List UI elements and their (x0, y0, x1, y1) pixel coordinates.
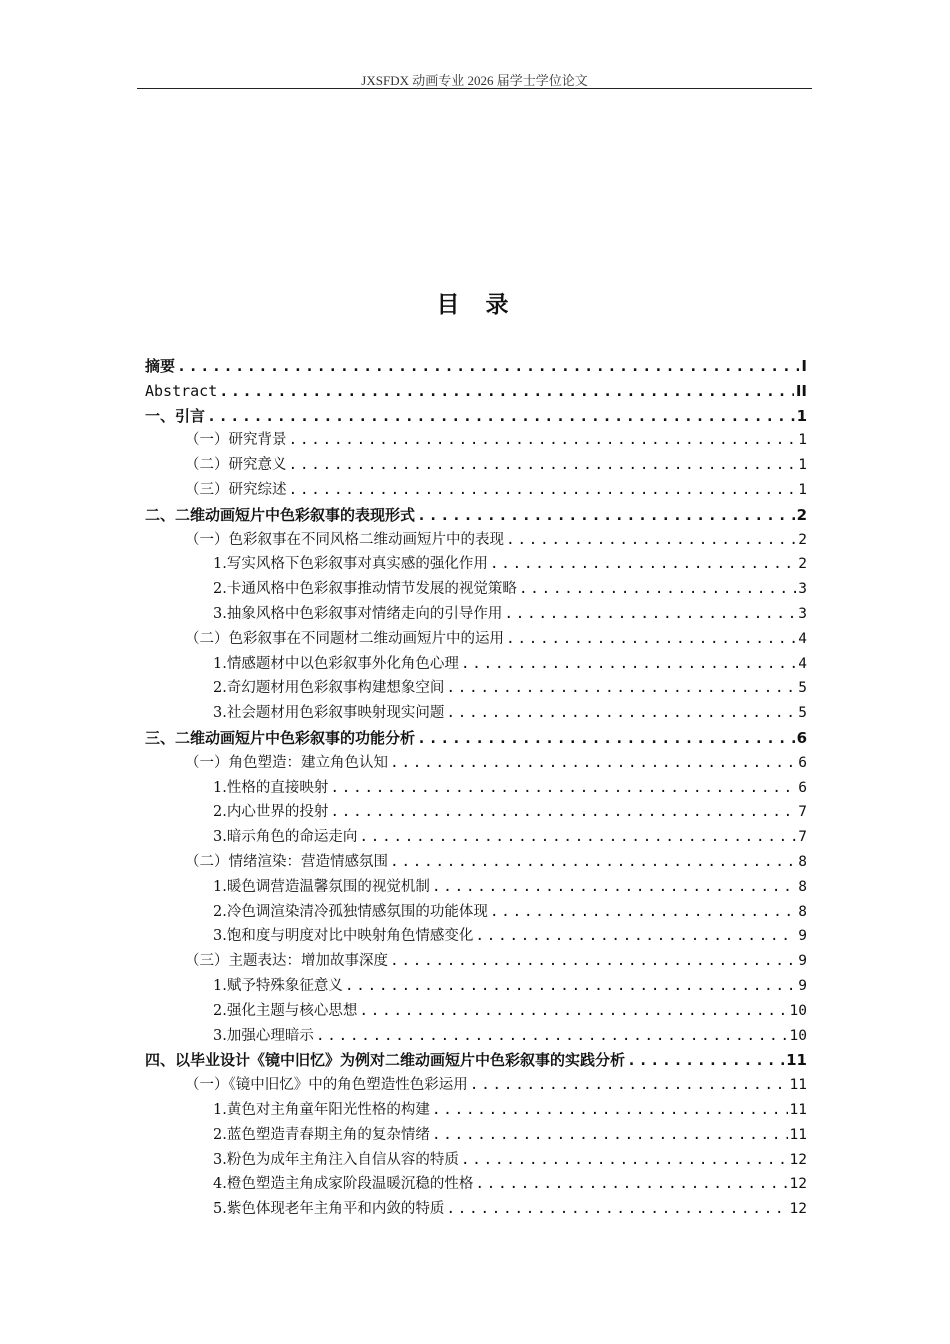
toc-leader-dots (359, 999, 787, 1024)
toc-entry-title: 1.黄色对主角童年阳光性格的构建 (213, 1101, 430, 1118)
toc-entry-title: （一）《镜中旧忆》中的角色塑造性色彩运用 (185, 1077, 468, 1094)
toc-entry[interactable] (145, 1024, 807, 1049)
toc-entry-page-number: 4 (798, 630, 807, 647)
toc-leader-dots (470, 1073, 788, 1098)
toc-entry[interactable] (145, 676, 807, 701)
toc-entry-page-number: 12 (789, 1176, 807, 1193)
toc-entry-title: （一）研究背景 (185, 432, 287, 449)
toc-entry-title: 2.内心世界的投射 (213, 804, 329, 821)
toc-entry-page-number: 11 (789, 1101, 807, 1118)
toc-entry-title: 1.暖色调营造温馨氛围的视觉机制 (213, 878, 430, 895)
toc-entry-page-number: 12 (789, 1151, 807, 1168)
running-header: JXSFDX 动画专业 2026 届学士学位论文 (361, 73, 588, 88)
toc-leader-dots (330, 800, 796, 825)
toc-entry-page-number: 12 (789, 1201, 807, 1218)
toc-entry-page-number: 2 (798, 531, 807, 548)
toc-entry-title: 1.写实风格下色彩叙事对真实感的强化作用 (213, 556, 488, 573)
toc-leader-dots (519, 577, 796, 602)
toc-entry[interactable] (145, 1172, 807, 1197)
toc-leader-dots (506, 627, 796, 652)
toc-entry-page-number: 5 (798, 680, 807, 697)
toc-leader-dots (432, 875, 796, 900)
toc-leader-dots (504, 602, 796, 627)
toc-entry-page-number: 7 (798, 804, 807, 821)
toc-entry-page-number: 11 (789, 1126, 807, 1143)
toc-entry[interactable] (145, 354, 807, 379)
toc-entry-title: 摘要 (145, 357, 176, 375)
toc-entry[interactable] (145, 428, 807, 453)
toc-entry-title: 2.奇幻题材用色彩叙事构建想象空间 (213, 680, 445, 697)
header-divider (137, 88, 812, 89)
toc-entry-title: 3.社会题材用色彩叙事映射现实问题 (213, 705, 445, 722)
toc-entry[interactable] (145, 1048, 807, 1073)
toc-entry[interactable] (145, 1197, 807, 1222)
toc-entry-title: 3.饱和度与明度对比中映射角色情感变化 (213, 928, 474, 945)
toc-entry-title: （三）研究综述 (185, 481, 287, 498)
toc-leader-dots (461, 652, 796, 677)
toc-entry[interactable] (145, 1123, 807, 1148)
toc-entry-page-number: 1 (798, 457, 807, 474)
toc-entry-page-number: 3 (798, 605, 807, 622)
table-of-contents (145, 354, 807, 1222)
toc-entry-title: 3.加强心理暗示 (213, 1027, 314, 1044)
toc-entry[interactable] (145, 404, 807, 429)
toc-entry-title: 二、二维动画短片中色彩叙事的表现形式 (145, 505, 416, 524)
toc-entry-page-number: II (795, 381, 807, 400)
toc-entry-page-number: 8 (798, 853, 807, 870)
toc-entry-page-number: 2 (798, 556, 807, 573)
toc-leader-dots (219, 379, 794, 404)
toc-entry[interactable] (145, 924, 807, 949)
toc-entry-title: 三、二维动画短片中色彩叙事的功能分析 (145, 728, 416, 747)
toc-entry-title: 1.性格的直接映射 (213, 779, 329, 796)
toc-leader-dots (461, 1148, 788, 1173)
toc-entry-title: 一、引言 (145, 406, 206, 425)
toc-leader-dots (289, 453, 797, 478)
toc-leader-dots (177, 354, 799, 379)
toc-entry-title: 2.冷色调渲染清冷孤独情感氛围的功能体现 (213, 903, 488, 920)
toc-entry-page-number: 1 (798, 481, 807, 498)
toc-entry-title: 四、以毕业设计《镜中旧忆》为例对二维动画短片中色彩叙事的实践分析 (145, 1051, 626, 1070)
toc-entry[interactable] (145, 627, 807, 652)
toc-entry-title: 1.情感题材中以色彩叙事外化角色心理 (213, 655, 459, 672)
toc-leader-dots (390, 751, 796, 776)
toc-entry-page-number: 9 (798, 928, 807, 945)
toc-entry-page-number: 9 (798, 953, 807, 970)
toc-leader-dots (490, 552, 796, 577)
toc-entry-page-number: 9 (798, 977, 807, 994)
toc-entry[interactable] (145, 552, 807, 577)
page-title (137, 286, 812, 319)
toc-entry[interactable] (145, 850, 807, 875)
toc-entry-title: 1.赋予特殊象征意义 (213, 977, 343, 994)
toc-entry[interactable] (145, 379, 807, 404)
toc-entry[interactable] (145, 528, 807, 553)
toc-entry-title: 2.卡通风格中色彩叙事推动情节发展的视觉策略 (213, 581, 517, 598)
toc-leader-dots (390, 949, 796, 974)
toc-entry[interactable] (145, 602, 807, 627)
toc-leader-dots (345, 974, 796, 999)
toc-entry-page-number: 6 (798, 754, 807, 771)
toc-entry-page-number: 1 (796, 406, 807, 425)
toc-entry[interactable] (145, 751, 807, 776)
toc-leader-dots (330, 776, 796, 801)
toc-entry-page-number: 2 (796, 505, 807, 524)
toc-leader-dots (289, 478, 797, 503)
toc-entry-page-number: 3 (798, 581, 807, 598)
toc-leader-dots (475, 924, 796, 949)
toc-leader-dots (446, 701, 796, 726)
toc-leader-dots (446, 676, 796, 701)
toc-entry[interactable] (145, 1148, 807, 1173)
toc-leader-dots (446, 1197, 787, 1222)
toc-entry-title: （二）情绪渲染：营造情感氛围 (185, 853, 388, 870)
toc-entry[interactable] (145, 652, 807, 677)
toc-entry-page-number: 4 (798, 655, 807, 672)
toc-leader-dots (207, 404, 795, 429)
toc-entry-page-number: 8 (798, 878, 807, 895)
toc-entry-page-number: 1 (798, 432, 807, 449)
toc-leader-dots (432, 1098, 788, 1123)
toc-entry-title: （三）主题表达：增加故事深度 (185, 953, 388, 970)
toc-entry-page-number: 8 (798, 903, 807, 920)
toc-entry[interactable] (145, 1098, 807, 1123)
toc-entry[interactable] (145, 577, 807, 602)
title-char-1: 目 (436, 292, 464, 318)
toc-leader-dots (506, 528, 796, 553)
toc-entry-title: 4.橙色塑造主角成家阶段温暖沉稳的性格 (213, 1176, 474, 1193)
toc-entry-page-number: I (801, 357, 807, 375)
toc-entry-page-number: 6 (796, 728, 807, 747)
toc-leader-dots (359, 825, 796, 850)
toc-entry[interactable] (145, 974, 807, 999)
toc-leader-dots (316, 1024, 788, 1049)
toc-leader-dots (475, 1172, 787, 1197)
toc-entry[interactable] (145, 478, 807, 503)
toc-entry-title: （二）色彩叙事在不同题材二维动画短片中的运用 (185, 630, 504, 647)
toc-entry[interactable] (145, 701, 807, 726)
toc-leader-dots (490, 900, 796, 925)
toc-leader-dots (289, 428, 797, 453)
toc-leader-dots (432, 1123, 788, 1148)
toc-entry[interactable] (145, 900, 807, 925)
toc-entry[interactable] (145, 999, 807, 1024)
toc-entry-page-number: 11 (786, 1051, 807, 1070)
toc-entry[interactable] (145, 453, 807, 478)
toc-entry-title: （二）研究意义 (185, 457, 287, 474)
toc-leader-dots (417, 726, 795, 751)
toc-entry[interactable] (145, 1073, 807, 1098)
toc-entry-page-number: 7 (798, 829, 807, 846)
toc-entry-title: 2.蓝色塑造青春期主角的复杂情绪 (213, 1126, 430, 1143)
toc-entry-page-number: 10 (789, 1027, 807, 1044)
title-char-2: 录 (485, 292, 513, 318)
toc-entry-page-number: 6 (798, 779, 807, 796)
toc-entry-title: 5.紫色体现老年主角平和内敛的特质 (213, 1201, 445, 1218)
toc-entry-page-number: 10 (789, 1002, 807, 1019)
toc-entry-title: 2.强化主题与核心思想 (213, 1002, 358, 1019)
toc-entry-page-number: 11 (789, 1077, 807, 1094)
toc-entry-title: （一）角色塑造：建立角色认知 (185, 754, 388, 771)
toc-entry[interactable] (145, 825, 807, 850)
toc-entry-page-number: 5 (798, 705, 807, 722)
toc-entry-title: 3.粉色为成年主角注入自信从容的特质 (213, 1151, 459, 1168)
toc-entry-title: 3.抽象风格中色彩叙事对情绪走向的引导作用 (213, 605, 503, 622)
toc-entry[interactable] (145, 800, 807, 825)
toc-entry[interactable] (145, 503, 807, 528)
toc-leader-dots (627, 1048, 784, 1073)
toc-entry-title: （一）色彩叙事在不同风格二维动画短片中的表现 (185, 531, 504, 548)
toc-leader-dots (417, 503, 795, 528)
toc-leader-dots (390, 850, 796, 875)
toc-entry-title: 3.暗示角色的命运走向 (213, 829, 358, 846)
toc-entry[interactable] (145, 776, 807, 801)
toc-entry[interactable] (145, 949, 807, 974)
toc-entry-title: Abstract (145, 381, 218, 400)
toc-entry[interactable] (145, 726, 807, 751)
toc-entry[interactable] (145, 875, 807, 900)
